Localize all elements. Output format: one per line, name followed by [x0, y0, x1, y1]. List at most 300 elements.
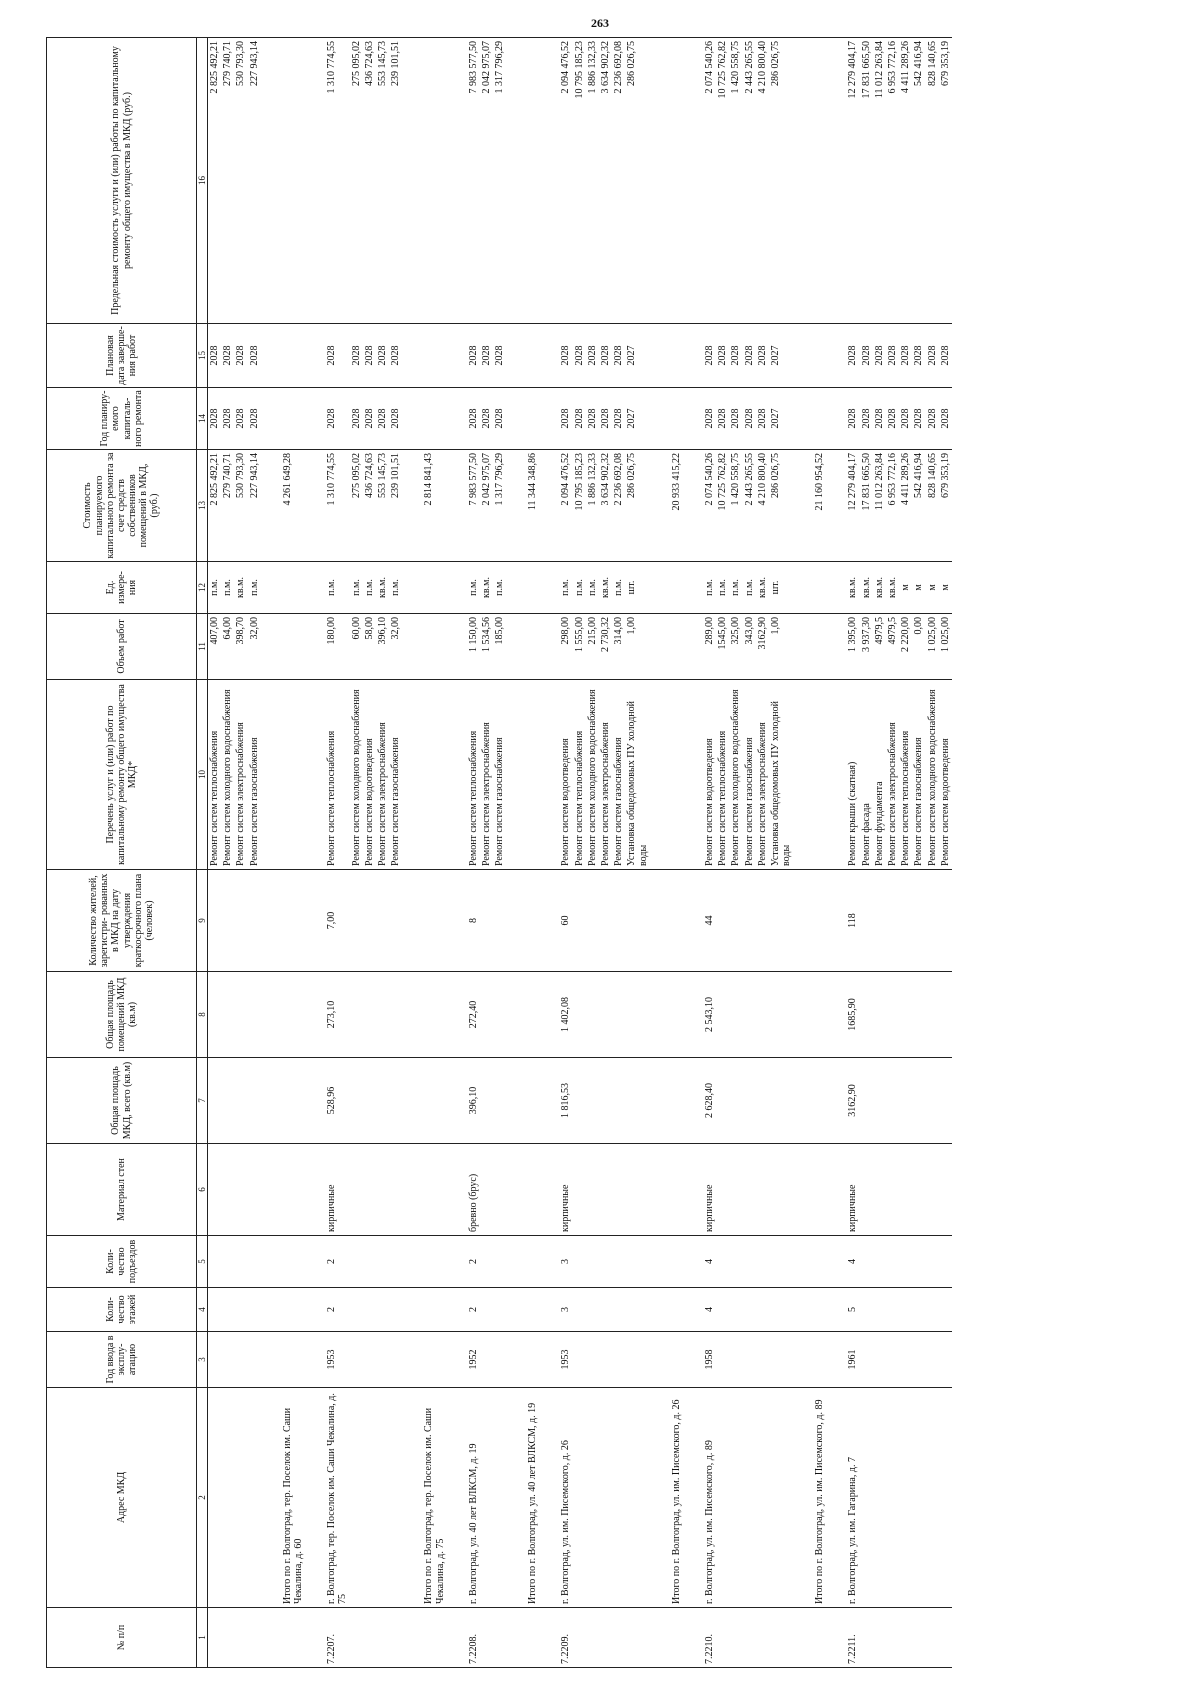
work-type-cell: Ремонт систем электроснабжения: [480, 680, 493, 870]
premises-area-cell: [376, 972, 389, 1058]
spacer-cell: [683, 614, 703, 680]
year-built-cell: 1952: [467, 1332, 480, 1388]
unit-cell: шт.: [769, 562, 793, 614]
entrances-cell: [234, 1236, 247, 1288]
table-row: [325, 38, 349, 1668]
row-number-cell: [729, 1608, 742, 1668]
row-number-cell: [389, 1608, 402, 1668]
row-number-cell: [716, 1608, 729, 1668]
repair-year-cell: 2027: [625, 388, 649, 450]
address-cell: г. Волгоград, ул. им. Гагарина, д. 7: [846, 1388, 859, 1608]
premises-area-cell: [716, 972, 729, 1058]
wall-material-cell: [573, 1144, 586, 1236]
entrances-cell: [769, 1236, 793, 1288]
spacer-cell: [650, 324, 670, 388]
wall-material-cell: [248, 1144, 261, 1236]
spacer-cell: [793, 972, 813, 1058]
repair-year-cell: [670, 388, 683, 450]
address-cell: [376, 1388, 389, 1608]
spacer-cell: [447, 38, 467, 324]
row-number-cell: 7.2210.: [703, 1608, 716, 1668]
planned-cost-cell: 275 095,02: [350, 450, 363, 562]
completion-date-cell: 2028: [599, 324, 612, 388]
total-area-cell: [234, 1058, 247, 1144]
table-row: [886, 38, 899, 1668]
spacer-cell: [683, 1388, 703, 1608]
spacer-cell: [793, 1332, 813, 1388]
spacer-cell: [506, 680, 526, 870]
spacer-cell: [683, 388, 703, 450]
residents-cell: [350, 870, 363, 972]
completion-date-cell: 2028: [860, 324, 873, 388]
spacer-cell: [826, 324, 846, 388]
unit-cell: п.м.: [743, 562, 756, 614]
spacer-cell: [506, 1332, 526, 1388]
completion-date-cell: [670, 324, 683, 388]
unit-cell: [813, 562, 826, 614]
table-row: [912, 38, 925, 1668]
residents-cell: [586, 870, 599, 972]
row-number-cell: [422, 1608, 446, 1668]
address-cell: [208, 1388, 222, 1608]
residents-cell: [912, 870, 925, 972]
spacer-cell: [261, 614, 281, 680]
row-number-cell: 7.2209.: [559, 1608, 572, 1668]
spacer-row: [447, 38, 467, 1668]
floors-cell: [248, 1288, 261, 1332]
spacer-cell: [305, 972, 325, 1058]
table-row: [586, 38, 599, 1668]
header-cell: Ед. измере- ния: [47, 562, 197, 614]
residents-cell: [926, 870, 939, 972]
column-number: 12: [197, 562, 208, 614]
spacer-cell: [261, 324, 281, 388]
entrances-cell: [899, 1236, 912, 1288]
spacer-cell: [793, 870, 813, 972]
wall-material-cell: [769, 1144, 793, 1236]
year-built-cell: [234, 1332, 247, 1388]
planned-cost-cell: 4 411 289,26: [899, 450, 912, 562]
table-row: [389, 38, 402, 1668]
residents-cell: [480, 870, 493, 972]
column-number: 5: [197, 1236, 208, 1288]
year-built-cell: 1953: [325, 1332, 349, 1388]
planned-cost-cell: 227 943,14: [248, 450, 261, 562]
entrances-cell: [939, 1236, 952, 1288]
completion-date-cell: 2028: [729, 324, 742, 388]
spacer-cell: [793, 614, 813, 680]
max-cost-cell: 4 411 289,26: [899, 38, 912, 324]
table-row: [899, 38, 912, 1668]
residents-cell: 7,00: [325, 870, 349, 972]
floors-cell: [526, 1288, 539, 1332]
address-cell: [480, 1388, 493, 1608]
row-number-cell: [573, 1608, 586, 1668]
header-cell: Стоимость планируемого капитального ремонта за счет средств собственников помещений в МКД, (руб.): [47, 450, 197, 562]
unit-cell: м: [939, 562, 952, 614]
total-area-cell: [493, 1058, 506, 1144]
spacer-cell: [650, 680, 670, 870]
spacer-row: [826, 38, 846, 1668]
unit-cell: [281, 562, 305, 614]
max-cost-cell: 553 145,73: [376, 38, 389, 324]
planned-cost-cell: 4 210 800,40: [756, 450, 769, 562]
entrances-cell: 4: [703, 1236, 716, 1288]
spacer-cell: [305, 870, 325, 972]
work-volume-cell: [526, 614, 539, 680]
spacer-cell: [447, 1332, 467, 1388]
repair-year-cell: 2028: [467, 388, 480, 450]
work-volume-cell: 407,00: [208, 614, 222, 680]
row-number-cell: [912, 1608, 925, 1668]
work-type-cell: Ремонт систем холодного водоснабжения: [926, 680, 939, 870]
work-volume-cell: 398,70: [234, 614, 247, 680]
spacer-cell: [506, 870, 526, 972]
wall-material-cell: [729, 1144, 742, 1236]
entrances-cell: 2: [325, 1236, 349, 1288]
max-cost-cell: 4 210 800,40: [756, 38, 769, 324]
year-built-cell: [670, 1332, 683, 1388]
completion-date-cell: 2028: [493, 324, 506, 388]
spacer-row: [683, 38, 703, 1668]
spacer-cell: [793, 1236, 813, 1288]
wall-material-cell: [376, 1144, 389, 1236]
repair-year-cell: 2028: [912, 388, 925, 450]
unit-cell: кв.м.: [860, 562, 873, 614]
planned-cost-cell: 21 160 954,52: [813, 450, 826, 562]
header-cell: Перечень услуг и (или) работ по капитальному ремонту общего имущества МКД*: [47, 680, 197, 870]
unit-cell: кв.м.: [846, 562, 859, 614]
spacer-cell: [650, 614, 670, 680]
premises-area-cell: 272,40: [467, 972, 480, 1058]
repair-year-cell: 2028: [480, 388, 493, 450]
work-type-cell: Ремонт систем газоснабжения: [389, 680, 402, 870]
year-built-cell: [208, 1332, 222, 1388]
table-row: [376, 38, 389, 1668]
wall-material-cell: [480, 1144, 493, 1236]
spacer-cell: [305, 450, 325, 562]
address-cell: Итого по г. Волгоград, тер. Поселок им. Саши Чекалина, д. 60: [281, 1388, 305, 1608]
work-volume-cell: 1,00: [769, 614, 793, 680]
spacer-cell: [650, 562, 670, 614]
address-cell: г. Волгоград, ул. им. Писемского, д. 89: [703, 1388, 716, 1608]
max-cost-cell: 828 140,65: [926, 38, 939, 324]
residents-cell: [234, 870, 247, 972]
unit-cell: шт.: [625, 562, 649, 614]
spacer-cell: [447, 1388, 467, 1608]
work-type-cell: Ремонт систем газоснабжения: [612, 680, 625, 870]
work-type-cell: Ремонт фасада: [860, 680, 873, 870]
completion-date-cell: 2028: [389, 324, 402, 388]
spacer-cell: [539, 562, 559, 614]
spacer-cell: [826, 1058, 846, 1144]
premises-area-cell: [813, 972, 826, 1058]
address-cell: г. Волгоград, ул. им. Писемского, д. 26: [559, 1388, 572, 1608]
spacer-cell: [539, 1058, 559, 1144]
work-volume-cell: 215,00: [586, 614, 599, 680]
row-number-cell: [860, 1608, 873, 1668]
spacer-cell: [261, 562, 281, 614]
spacer-cell: [506, 1388, 526, 1608]
floors-cell: [899, 1288, 912, 1332]
spacer-cell: [793, 1388, 813, 1608]
repair-year-cell: 2027: [769, 388, 793, 450]
header-cell: Предельная стоимость услуги и (или) работы по капитальному ремонту общего имущества в МКД (руб.): [47, 38, 197, 324]
total-area-cell: [926, 1058, 939, 1144]
table-row: [493, 38, 506, 1668]
premises-area-cell: [729, 972, 742, 1058]
table-row: [363, 38, 376, 1668]
completion-date-cell: 2028: [467, 324, 480, 388]
spacer-cell: [826, 614, 846, 680]
row-number-cell: [612, 1608, 625, 1668]
residents-cell: [886, 870, 899, 972]
floors-cell: [586, 1288, 599, 1332]
spacer-cell: [506, 1058, 526, 1144]
work-type-cell: Ремонт систем теплоснабжения: [467, 680, 480, 870]
wall-material-cell: [625, 1144, 649, 1236]
floors-cell: [912, 1288, 925, 1332]
spacer-cell: [826, 1288, 846, 1332]
planned-cost-cell: 2 094 476,52: [559, 450, 572, 562]
year-built-cell: [625, 1332, 649, 1388]
spacer-cell: [305, 388, 325, 450]
work-type-cell: Ремонт систем водоотведения: [703, 680, 716, 870]
entrances-cell: [208, 1236, 222, 1288]
column-number: 15: [197, 324, 208, 388]
address-cell: [234, 1388, 247, 1608]
floors-cell: 5: [846, 1288, 859, 1332]
spacer-cell: [447, 972, 467, 1058]
work-volume-cell: 3162,90: [756, 614, 769, 680]
entrances-cell: [248, 1236, 261, 1288]
work-volume-cell: 0,00: [912, 614, 925, 680]
repair-year-cell: 2028: [743, 388, 756, 450]
completion-date-cell: 2028: [743, 324, 756, 388]
spacer-cell: [826, 1388, 846, 1608]
spacer-cell: [650, 972, 670, 1058]
column-number: 3: [197, 1332, 208, 1388]
row-number-cell: 7.2211.: [846, 1608, 859, 1668]
work-volume-cell: 32,00: [389, 614, 402, 680]
floors-cell: 3: [559, 1288, 572, 1332]
premises-area-cell: [899, 972, 912, 1058]
residents-cell: [716, 870, 729, 972]
repair-year-cell: 2028: [756, 388, 769, 450]
max-cost-cell: 436 724,63: [363, 38, 376, 324]
unit-cell: кв.м.: [886, 562, 899, 614]
row-number-cell: 7.2208.: [467, 1608, 480, 1668]
year-built-cell: [480, 1332, 493, 1388]
unit-cell: п.м.: [325, 562, 349, 614]
planned-cost-cell: 1 317 796,29: [493, 450, 506, 562]
address-cell: [350, 1388, 363, 1608]
repair-year-cell: 2028: [493, 388, 506, 450]
total-area-cell: [480, 1058, 493, 1144]
spacer-cell: [447, 1236, 467, 1288]
premises-area-cell: [208, 972, 222, 1058]
header-cell: Общая площадь помещений МКД (кв.м): [47, 972, 197, 1058]
spacer-row: [402, 38, 422, 1668]
spacer-cell: [402, 450, 422, 562]
residents-cell: [873, 870, 886, 972]
total-area-cell: [573, 1058, 586, 1144]
header-cell: Адрес МКД: [47, 1388, 197, 1608]
max-cost-cell: 227 943,14: [248, 38, 261, 324]
total-row: [422, 38, 446, 1668]
address-cell: [248, 1388, 261, 1608]
header-cell: Коли- чество этажей: [47, 1288, 197, 1332]
spacer-cell: [506, 388, 526, 450]
table-row: [743, 38, 756, 1668]
address-cell: [493, 1388, 506, 1608]
table-row: [769, 38, 793, 1668]
repair-year-cell: 2028: [586, 388, 599, 450]
header-cell: Объем работ: [47, 614, 197, 680]
work-volume-cell: 4979,5: [886, 614, 899, 680]
table-row: [873, 38, 886, 1668]
header-cell: Материал стен: [47, 1144, 197, 1236]
total-area-cell: [586, 1058, 599, 1144]
spacer-cell: [402, 1288, 422, 1332]
year-built-cell: [221, 1332, 234, 1388]
row-number-cell: [234, 1608, 247, 1668]
entrances-cell: [281, 1236, 305, 1288]
floors-cell: [493, 1288, 506, 1332]
total-area-cell: [743, 1058, 756, 1144]
spacer-cell: [447, 1288, 467, 1332]
address-cell: [573, 1388, 586, 1608]
total-area-cell: [248, 1058, 261, 1144]
unit-cell: п.м.: [248, 562, 261, 614]
work-type-cell: Ремонт систем газоснабжения: [493, 680, 506, 870]
premises-area-cell: [670, 972, 683, 1058]
premises-area-cell: 1685,90: [846, 972, 859, 1058]
year-built-cell: [573, 1332, 586, 1388]
header-cell: Год планиру- емого капиталь- ного ремонта: [47, 388, 197, 450]
work-type-cell: Установка общедомовых ПУ холодной воды: [769, 680, 793, 870]
floors-cell: [743, 1288, 756, 1332]
residents-cell: [860, 870, 873, 972]
spacer-cell: [683, 1608, 703, 1668]
floors-cell: [670, 1288, 683, 1332]
work-type-cell: Ремонт систем электроснабжения: [886, 680, 899, 870]
wall-material-cell: бревно (брус): [467, 1144, 480, 1236]
floors-cell: [756, 1288, 769, 1332]
repair-year-cell: 2028: [248, 388, 261, 450]
spacer-cell: [506, 562, 526, 614]
planned-cost-cell: 2 042 975,07: [480, 450, 493, 562]
address-cell: [912, 1388, 925, 1608]
max-cost-cell: [670, 38, 683, 324]
max-cost-cell: 2 236 692,08: [612, 38, 625, 324]
completion-date-cell: 2028: [703, 324, 716, 388]
total-area-cell: [208, 1058, 222, 1144]
total-area-cell: [599, 1058, 612, 1144]
unit-cell: п.м.: [573, 562, 586, 614]
year-built-cell: 1953: [559, 1332, 572, 1388]
residents-cell: [612, 870, 625, 972]
planned-cost-cell: 7 983 577,50: [467, 450, 480, 562]
spacer-cell: [650, 38, 670, 324]
row-number-cell: 7.2207.: [325, 1608, 349, 1668]
spacer-cell: [539, 870, 559, 972]
work-type-cell: Ремонт систем теплоснабжения: [325, 680, 349, 870]
work-type-cell: Ремонт систем газоснабжения: [248, 680, 261, 870]
completion-date-cell: 2028: [612, 324, 625, 388]
premises-area-cell: [493, 972, 506, 1058]
total-area-cell: [281, 1058, 305, 1144]
spacer-cell: [506, 450, 526, 562]
completion-date-cell: 2028: [559, 324, 572, 388]
unit-cell: [670, 562, 683, 614]
repair-year-cell: [422, 388, 446, 450]
header-cell: Коли- чество подъездов: [47, 1236, 197, 1288]
column-number: 8: [197, 972, 208, 1058]
floors-cell: [376, 1288, 389, 1332]
floors-cell: [281, 1288, 305, 1332]
premises-area-cell: 2 543,10: [703, 972, 716, 1058]
unit-cell: [422, 562, 446, 614]
unit-cell: п.м.: [221, 562, 234, 614]
table-row: [939, 38, 952, 1668]
floors-cell: [599, 1288, 612, 1332]
residents-cell: 44: [703, 870, 716, 972]
spacer-cell: [650, 1288, 670, 1332]
work-volume-cell: 325,00: [729, 614, 742, 680]
planned-cost-cell: 11 344 348,86: [526, 450, 539, 562]
spacer-cell: [402, 38, 422, 324]
work-volume-cell: 1 025,00: [926, 614, 939, 680]
planned-cost-cell: 1 420 558,75: [729, 450, 742, 562]
row-number-cell: [886, 1608, 899, 1668]
unit-cell: м: [899, 562, 912, 614]
spacer-cell: [826, 450, 846, 562]
total-area-cell: 396,10: [467, 1058, 480, 1144]
repair-year-cell: 2028: [899, 388, 912, 450]
work-type-cell: Установка общедомовых ПУ холодной воды: [625, 680, 649, 870]
spacer-cell: [402, 1236, 422, 1288]
work-volume-cell: 2 220,00: [899, 614, 912, 680]
repair-year-cell: 2028: [389, 388, 402, 450]
max-cost-cell: 542 416,94: [912, 38, 925, 324]
max-cost-cell: 275 095,02: [350, 38, 363, 324]
total-area-cell: [221, 1058, 234, 1144]
spacer-cell: [506, 1288, 526, 1332]
spacer-cell: [793, 1058, 813, 1144]
entrances-cell: [813, 1236, 826, 1288]
unit-cell: кв.м.: [376, 562, 389, 614]
year-built-cell: [899, 1332, 912, 1388]
residents-cell: [389, 870, 402, 972]
spacer-cell: [261, 450, 281, 562]
repair-year-cell: 2028: [612, 388, 625, 450]
residents-cell: 60: [559, 870, 572, 972]
completion-date-cell: 2028: [586, 324, 599, 388]
spacer-cell: [402, 1058, 422, 1144]
premises-area-cell: [912, 972, 925, 1058]
spacer-cell: [447, 562, 467, 614]
spacer-row: [305, 38, 325, 1668]
completion-date-cell: [526, 324, 539, 388]
max-cost-cell: [281, 38, 305, 324]
total-area-cell: [756, 1058, 769, 1144]
table-row: [729, 38, 742, 1668]
entrances-cell: 2: [467, 1236, 480, 1288]
year-built-cell: 1961: [846, 1332, 859, 1388]
completion-date-cell: 2028: [363, 324, 376, 388]
spacer-cell: [793, 388, 813, 450]
